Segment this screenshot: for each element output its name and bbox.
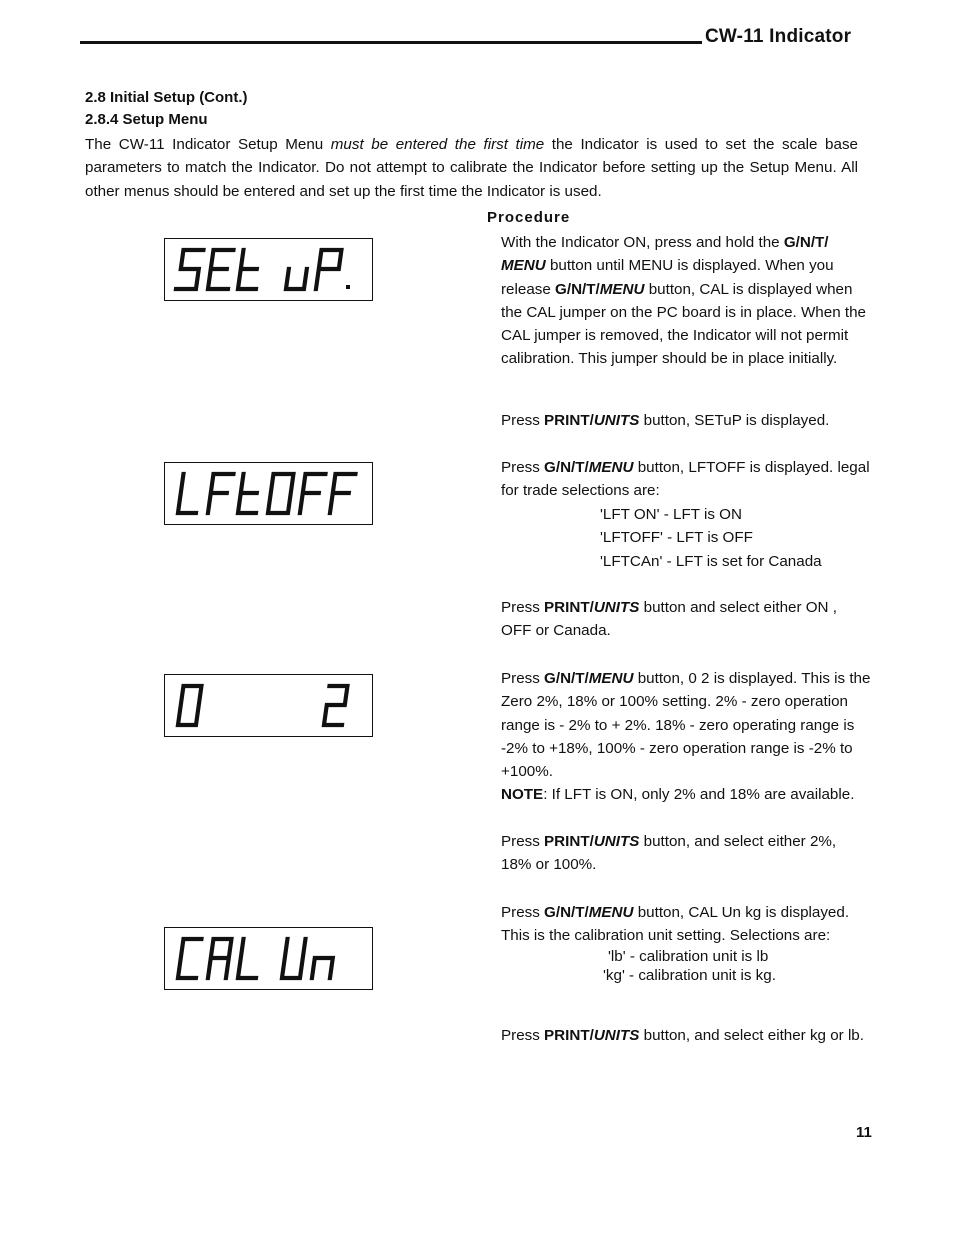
header-rule xyxy=(80,41,702,44)
seven-segment-zero xyxy=(165,675,372,736)
procedure-heading: Procedure xyxy=(487,209,571,226)
option-item: 'lb' - calibration unit is lb xyxy=(608,948,769,965)
step-text: Press G/N/T/MENU button, CAL Un kg is displayed. This is the calibration unit setting. Selections are: xyxy=(501,904,850,945)
seven-segment-lftoff xyxy=(165,463,372,524)
note-label: NOTE xyxy=(501,786,544,804)
option-item: 'LFT ON' - LFT is ON xyxy=(600,506,742,523)
intro-emphasis: must be entered the first time xyxy=(330,136,545,153)
option-item: 'kg' - calibration unit is kg. xyxy=(603,967,776,984)
lcd-display-zero xyxy=(164,674,373,737)
lcd-display-setup xyxy=(164,238,373,301)
step-text: Press PRINT/UNITS button, SETuP is displayed. xyxy=(501,412,830,429)
seven-segment-setup xyxy=(165,239,372,300)
subsection-heading: 2.8.4 Setup Menu xyxy=(85,111,208,128)
option-item: 'LFTOFF' - LFT is OFF xyxy=(600,529,753,546)
intro-paragraph xyxy=(85,133,858,203)
page-header-title: CW-11 Indicator xyxy=(705,26,852,47)
lcd-display-calun xyxy=(164,927,373,990)
step-text: Press PRINT/UNITS button and select either ON , OFF or Canada. xyxy=(501,599,837,640)
section-heading: 2.8 Initial Setup (Cont.) xyxy=(85,89,248,106)
step-text: With the Indicator ON, press and hold the G/N/T/ MENU button until MENU is displayed. When you release G/N/T/MENU button, CAL is displayed when the CAL jumper on the PC board is in place. When the CAL jumper is removed, the Indicator will not permit calibration. This jumper should be in place initially. xyxy=(501,234,866,368)
seven-segment-calun xyxy=(165,928,372,989)
lcd-display-lftoff xyxy=(164,462,373,525)
option-item: 'LFTCAn' - LFT is set for Canada xyxy=(600,553,822,570)
step-text: Press PRINT/UNITS button, and select either kg or lb. xyxy=(501,1027,864,1044)
page-number: 11 xyxy=(856,1124,872,1141)
intro-text: The CW-11 Indicator Setup Menu xyxy=(85,136,331,153)
intro-text-cont: the Indicator is used to set the scale base parameters to match the Indicator. Do not attempt to calibrate the Indicator before setting up the Setup Menu. All other menus should be entered and set up the first time the Indicator is used. xyxy=(85,136,858,200)
step-text: Press G/N/T/MENU button, 0 2 is displayed. This is the Zero 2%, 18% or 100% setting. 2% - zero operation range is - 2% to + 2%. 18% - zero operating range is -2% to +18%, 100% - zero operation range is -2% to +100%. NOTE: If LFT is ON, only 2% and 18% are available. xyxy=(501,670,871,804)
step-text: Press G/N/T/MENU button, LFTOFF is displayed. legal for trade selections are: xyxy=(501,459,870,500)
step-text: Press PRINT/UNITS button, and select either 2%, 18% or 100%. xyxy=(501,833,837,874)
